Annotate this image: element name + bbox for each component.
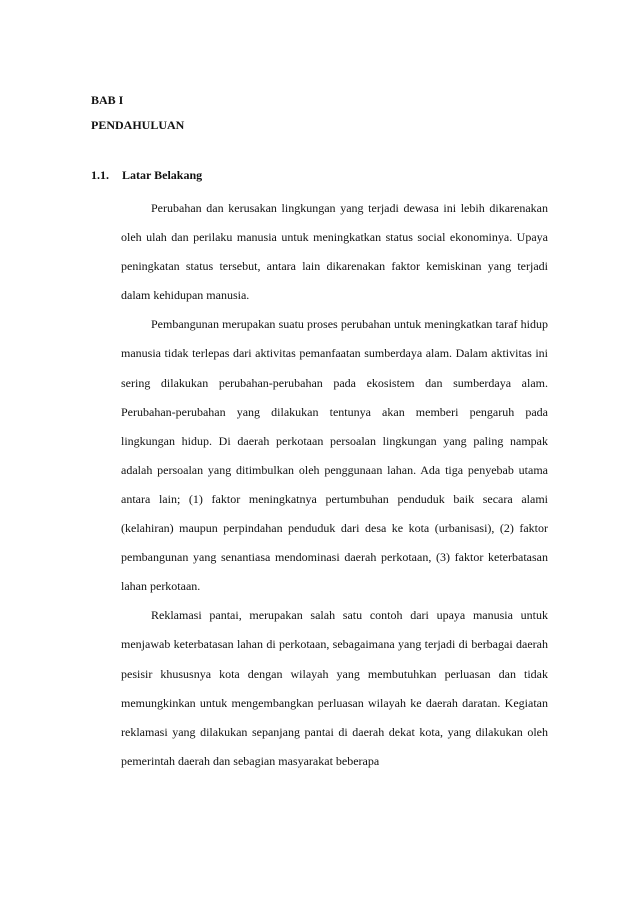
paragraph-1: Perubahan dan kerusakan lingkungan yang terjadi dewasa ini lebih dikarenakan oleh ulah dan perilaku manusia untuk meningkatkan status social ekonominya. Upaya peningkatan status tersebut, antara lain dikarenakan faktor kemiskinan yang terjadi dalam kehidupan manusia. <box>121 201 548 303</box>
paragraph-3: Reklamasi pantai, merupakan salah satu contoh dari upaya manusia untuk menjawab keterbatasan lahan di perkotaan, sebagaimana yang terjadi di berbagai daerah pesisir khususnya kota dengan wilayah yang membutuhkan perluasan dan tidak memungkinkan untuk mengembangkan perluasan wilayah ke daerah daratan. Kegiatan reklamasi yang dilakukan sepanjang pantai di daerah dekat kota, yang dilakukan oleh pemerintah daerah dan sebagian masyarakat beberapa <box>121 608 548 768</box>
section-number: 1.1. <box>91 168 109 182</box>
body-text <box>121 194 548 776</box>
section-heading <box>91 168 202 182</box>
chapter-title: PENDAHULUAN <box>91 118 185 132</box>
section-title: Latar Belakang <box>122 168 203 182</box>
chapter-number: BAB I <box>91 93 124 107</box>
paragraph-2: Pembangunan merupakan suatu proses perubahan untuk meningkatkan taraf hidup manusia tidak terlepas dari aktivitas pemanfaatan sumberdaya alam. Dalam aktivitas ini sering dilakukan perubahan-perubahan pada ekosistem dan sumberdaya alam. Perubahan-perubahan yang dilakukan tentunya akan memberi pengaruh pada lingkungan hidup. Di daerah perkotaan persoalan lingkungan yang paling nampak adalah persoalan yang ditimbulkan oleh penggunaan lahan. Ada tiga penyebab utama antara lain; (1) faktor meningkatnya pertumbuhan penduduk baik secara alami (kelahiran) maupun perpindahan penduduk dari desa ke kota (urbanisasi), (2) faktor pembangunan yang senantiasa mendominasi daerah perkotaan, (3) faktor keterbatasan lahan perkotaan. <box>121 317 548 594</box>
